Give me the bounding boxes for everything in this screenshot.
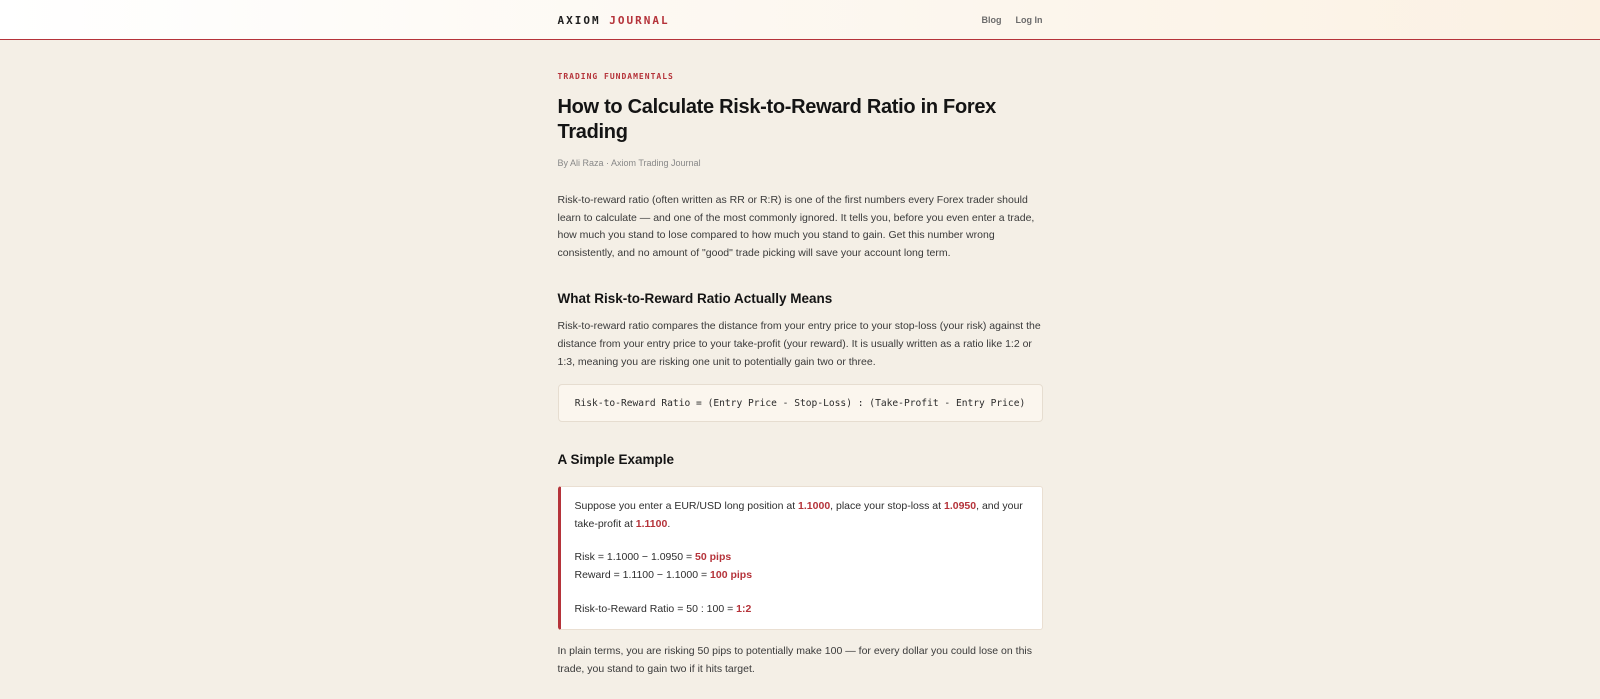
entry-price: 1.1000 — [798, 500, 831, 513]
spacer — [575, 533, 1028, 549]
nav-links — [982, 15, 1043, 25]
risk-label: Risk = 1.1000 − 1.0950 = — [574, 551, 696, 564]
example-callout — [558, 486, 1043, 630]
ratio-line — [575, 601, 1028, 619]
formula-text: Risk-to-Reward Ratio = (Entry Price - Stop-Loss) : (Take-Profit - Entry Price) — [574, 397, 1026, 409]
article-title: How to Calculate Risk-to-Reward Ratio in Forex Trading — [557, 96, 996, 143]
outro-paragraph: In plain terms, you are risking 50 pips to potentially make 100 — for every dollar you could lose on this trade, you stand to gain two if it hits target. — [557, 645, 1032, 675]
ratio-label: Risk-to-Reward Ratio = 50 : 100 = — [574, 602, 737, 615]
article-byline: By Ali Raza · Axiom Trading Journal — [557, 158, 701, 168]
risk-value: 50 pips — [695, 551, 732, 564]
brand-word-journal: JOURNAL — [609, 13, 670, 27]
example-setup-b: , place your stop-loss at — [830, 500, 944, 513]
nav-login-link[interactable]: Log In — [1015, 15, 1043, 25]
brand-word-axiom: AXIOM — [557, 13, 601, 27]
nav-blog-link[interactable]: Blog — [981, 15, 1002, 25]
article — [558, 72, 1043, 678]
formula-box — [558, 384, 1043, 422]
reward-label: Reward = 1.1100 − 1.1000 = — [574, 568, 711, 581]
top-navbar — [0, 0, 1600, 40]
meaning-paragraph: Risk-to-reward ratio compares the distance from your entry price to your stop-loss (your risk) against the distance from your entry price to your take-profit (your reward). It is usually written as a ratio like 1:2 or 1:3, meaning you are risking one unit to potentially gain two or three. — [557, 320, 1041, 368]
example-setup-text — [575, 498, 1028, 533]
take-profit-price: 1.1100 — [635, 517, 668, 530]
brand-logo[interactable] — [558, 14, 670, 27]
section-heading-example: A Simple Example — [557, 452, 675, 468]
stop-loss-price: 1.0950 — [943, 500, 977, 513]
section-heading-meaning: What Risk-to-Reward Ratio Actually Means — [557, 291, 833, 307]
reward-line — [575, 567, 1028, 585]
category-kicker[interactable]: TRADING FUNDAMENTALS — [557, 72, 674, 81]
ratio-value: 1:2 — [736, 602, 752, 615]
reward-value: 100 pips — [710, 568, 753, 581]
navbar-inner — [558, 0, 1043, 40]
example-setup-a: Suppose you enter a EUR/USD long position at — [574, 500, 799, 513]
spacer — [575, 585, 1028, 601]
intro-paragraph: Risk-to-reward ratio (often written as RR or R:R) is one of the first numbers every Forex trader should learn to calculate — and one of the most commonly ignored. It tells you, before you even enter a trade, how much you stand to lose compared to how much you stand to gain. Get this number wrong consistently, and no amount of "good" trade picking will save your account long term. — [557, 194, 1035, 259]
risk-line — [575, 549, 1028, 567]
example-setup-d: . — [667, 517, 671, 530]
example-setup-c: , and your take-profit at — [574, 500, 1023, 530]
